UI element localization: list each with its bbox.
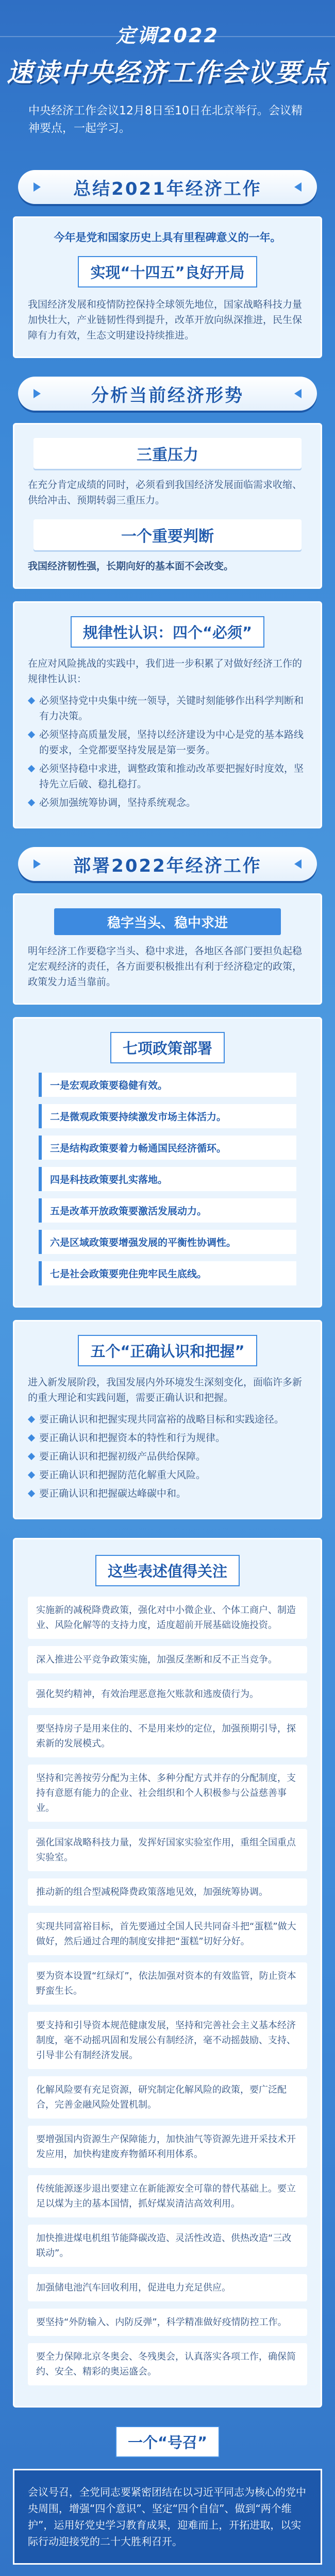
summary-panel bbox=[13, 216, 322, 358]
list-item: 三是结构政策要着力畅通国民经济循环。 bbox=[39, 1136, 296, 1160]
list-item: 要为资本设置“红绿灯”，依法加强对资本的有效监管，防止资本野蛮生长。 bbox=[28, 1962, 307, 2005]
arrow-right-icon bbox=[294, 182, 301, 192]
list-item: 强化契约精神，有效治理恶意拖欠账款和逃废债行为。 bbox=[28, 1681, 307, 1708]
summary-intro: 今年是党和国家历史上具有里程碑意义的一年。 bbox=[54, 231, 281, 244]
list-item: 要正确认识和把握资本的特性和行为规律。 bbox=[28, 1430, 307, 1446]
section-bar-label: 部署2022年经济工作 bbox=[73, 855, 262, 876]
stable-title: 稳字当头、稳中求进 bbox=[54, 908, 281, 935]
header-lead: 中央经济工作会议12月8日至10日在北京举行。会议精神要点，一起学习。 bbox=[28, 105, 303, 135]
list-item: 必须坚持高质量发展，坚持以经济建设为中心是党的基本路线的要求，全党都要坚持发展是第一要务。 bbox=[28, 727, 307, 758]
grasp-intro: 进入新发展阶段，我国发展内外环境发生深刻变化，面临许多新的重大理论和实践问题，需要正确认识和把握。 bbox=[28, 1377, 303, 1403]
grasp-panel bbox=[13, 1320, 322, 1519]
arrow-right-icon bbox=[294, 389, 301, 398]
section-bar-label: 分析当前经济形势 bbox=[91, 385, 244, 406]
list-item: 要正确认识和把握防范化解重大风险。 bbox=[28, 1467, 307, 1483]
analysis-panel bbox=[13, 423, 322, 589]
list-item: 要坚持房子是用来住的、不是用来炒的定位，加强预期引导，探索新的发展模式。 bbox=[28, 1715, 307, 1757]
pressure-title: 三重压力 bbox=[34, 438, 301, 469]
list-item: 要正确认识和把握初级产品供给保障。 bbox=[28, 1449, 307, 1464]
focus-list bbox=[28, 1597, 307, 2385]
list-item: 要坚持“外防输入、内防反弹”，科学精准做好疫情防控工作。 bbox=[28, 2309, 307, 2336]
stable-panel bbox=[13, 893, 322, 1005]
list-item: 必须坚持稳中求进，调整政策和推动改革要把握好时度效，坚持先立后破、稳扎稳打。 bbox=[28, 761, 307, 792]
stable-text: 明年经济工作要稳字当头、稳中求进，各地区各部门要担负起稳定宏观经济的责任，各方面要积极推出有利于经济稳定的政策，政策发力适当靠前。 bbox=[28, 945, 303, 988]
list-item: 传统能源逐步退出要建立在新能源安全可靠的替代基础上。要立足以煤为主的基本国情，抓好煤炭清洁高效利用。 bbox=[28, 2175, 307, 2217]
list-item: 七是社会政策要兜住兜牢民生底线。 bbox=[39, 1261, 296, 1285]
policies-list bbox=[28, 1073, 307, 1285]
list-item: 要支持和引导资本规范健康发展，坚持和完善社会主义基本经济制度，毫不动摇巩固和发展公有制经济，毫不动摇鼓励、支持、引导非公有制经济发展。 bbox=[28, 2012, 307, 2069]
judgment-title: 一个重要判断 bbox=[34, 519, 301, 550]
arrow-right-icon bbox=[294, 859, 301, 869]
section-bar-label: 总结2021年经济工作 bbox=[73, 178, 262, 199]
header-title: 速读中央经济工作会议要点 bbox=[7, 58, 328, 88]
call-title-wrap bbox=[0, 2426, 335, 2458]
section-bar-summary bbox=[18, 170, 317, 204]
arrow-left-icon bbox=[34, 182, 41, 192]
arrow-left-icon bbox=[34, 389, 41, 398]
laws-list bbox=[28, 693, 307, 810]
summary-text: 我国经济发展和疫情防控保持全球领先地位，国家战略科技力量加快壮大，产业链韧性得到提升，改革开放向纵深推进，民生保障有力有效，生态文明建设持续推进。 bbox=[28, 299, 303, 341]
header-kicker: 定调2022 bbox=[116, 24, 219, 47]
list-item: 四是科技政策要扎实落地。 bbox=[39, 1167, 296, 1191]
list-item: 五是改革开放政策要激活发展动力。 bbox=[39, 1198, 296, 1223]
laws-panel bbox=[13, 601, 322, 828]
list-item: 二是微观政策要持续激发市场主体活力。 bbox=[39, 1104, 296, 1128]
list-item: 六是区域政策要增强发展的平衡性协调性。 bbox=[39, 1230, 296, 1254]
list-item: 加快推进煤电机组节能降碳改造、灵活性改造、供热改造“三改联动”。 bbox=[28, 2225, 307, 2267]
list-item: 坚持和完善按劳分配为主体、多种分配方式并存的分配制度，支持有意愿有能力的企业、社会组织和个人积极参与公益慈善事业。 bbox=[28, 1765, 307, 1822]
pressure-text: 在充分肯定成绩的同时，必须看到我国经济发展面临需求收缩、供给冲击、预期转弱三重压力。 bbox=[28, 479, 303, 506]
list-item: 实现共同富裕目标，首先要通过全国人民共同奋斗把“蛋糕”做大做好，然后通过合理的制度安排把“蛋糕”切好分好。 bbox=[28, 1913, 307, 1955]
list-item: 一是宏观政策要稳健有效。 bbox=[39, 1073, 296, 1097]
summary-box-title: 实现“十四五”良好开局 bbox=[78, 256, 257, 287]
section-bar-deployment bbox=[18, 847, 317, 881]
list-item: 要增强国内资源生产保障能力，加快油气等资源先进开采技术开发应用，加快构建废弃物循环利用体系。 bbox=[28, 2126, 307, 2168]
policies-title: 七项政策部署 bbox=[110, 1032, 225, 1063]
list-item: 化解风险要有充足资源，研究制定化解风险的政策，要广泛配合，完善金融风险处置机制。 bbox=[28, 2076, 307, 2119]
list-item: 要全力保障北京冬奥会、冬残奥会，认真落实各项工作，确保简约、安全、精彩的奥运盛会。 bbox=[28, 2343, 307, 2385]
judgment-text: 我国经济韧性强，长期向好的基本面不会改变。 bbox=[28, 561, 234, 572]
arrow-left-icon bbox=[34, 859, 41, 869]
grasp-title: 五个“正确认识和把握” bbox=[78, 1335, 257, 1366]
call-title: 一个“号召” bbox=[115, 2426, 220, 2458]
laws-intro: 在应对风险挑战的实践中，我们进一步积累了对做好经济工作的规律性认识： bbox=[28, 658, 303, 685]
list-item: 实施新的减税降费政策，强化对中小微企业、个体工商户、制造业、风险化解等的支持力度，适度超前开展基础设施投资。 bbox=[28, 1597, 307, 1639]
grasp-list bbox=[28, 1412, 307, 1501]
list-item: 深入推进公平竞争政策实施，加强反垄断和反不正当竞争。 bbox=[28, 1646, 307, 1673]
list-item: 必须坚持党中央集中统一领导，关键时刻能够作出科学判断和有力决策。 bbox=[28, 693, 307, 724]
list-item: 推动新的组合型减税降费政策落地见效，加强统筹协调。 bbox=[28, 1878, 307, 1906]
focus-title: 这些表述值得关注 bbox=[95, 1555, 240, 1586]
focus-panel bbox=[13, 1538, 322, 2408]
list-item: 要正确认识和把握碳达峰碳中和。 bbox=[28, 1486, 307, 1501]
policies-panel bbox=[13, 1017, 322, 1308]
laws-title: 规律性认识：四个“必须” bbox=[71, 616, 264, 648]
header-divider bbox=[0, 36, 335, 37]
call-text: 会议号召，全党同志要紧密团结在以习近平同志为核心的党中央周围，增强“四个意识”、坚定“四个自信”、做到“两个维护”，运用好党史学习教育成果，迎难而上，开拓进取，以实际行动迎接党的二十大胜利召开。 bbox=[13, 2469, 322, 2565]
list-item: 必须加强统筹协调，坚持系统观念。 bbox=[28, 795, 307, 810]
header bbox=[0, 0, 335, 170]
section-bar-analysis bbox=[18, 377, 317, 411]
list-item: 要正确认识和把握实现共同富裕的战略目标和实践途径。 bbox=[28, 1412, 307, 1427]
list-item: 强化国家战略科技力量，发挥好国家实验室作用，重组全国重点实验室。 bbox=[28, 1829, 307, 1871]
list-item: 加强储电池汽车回收利用，促进电力充足供应。 bbox=[28, 2274, 307, 2301]
